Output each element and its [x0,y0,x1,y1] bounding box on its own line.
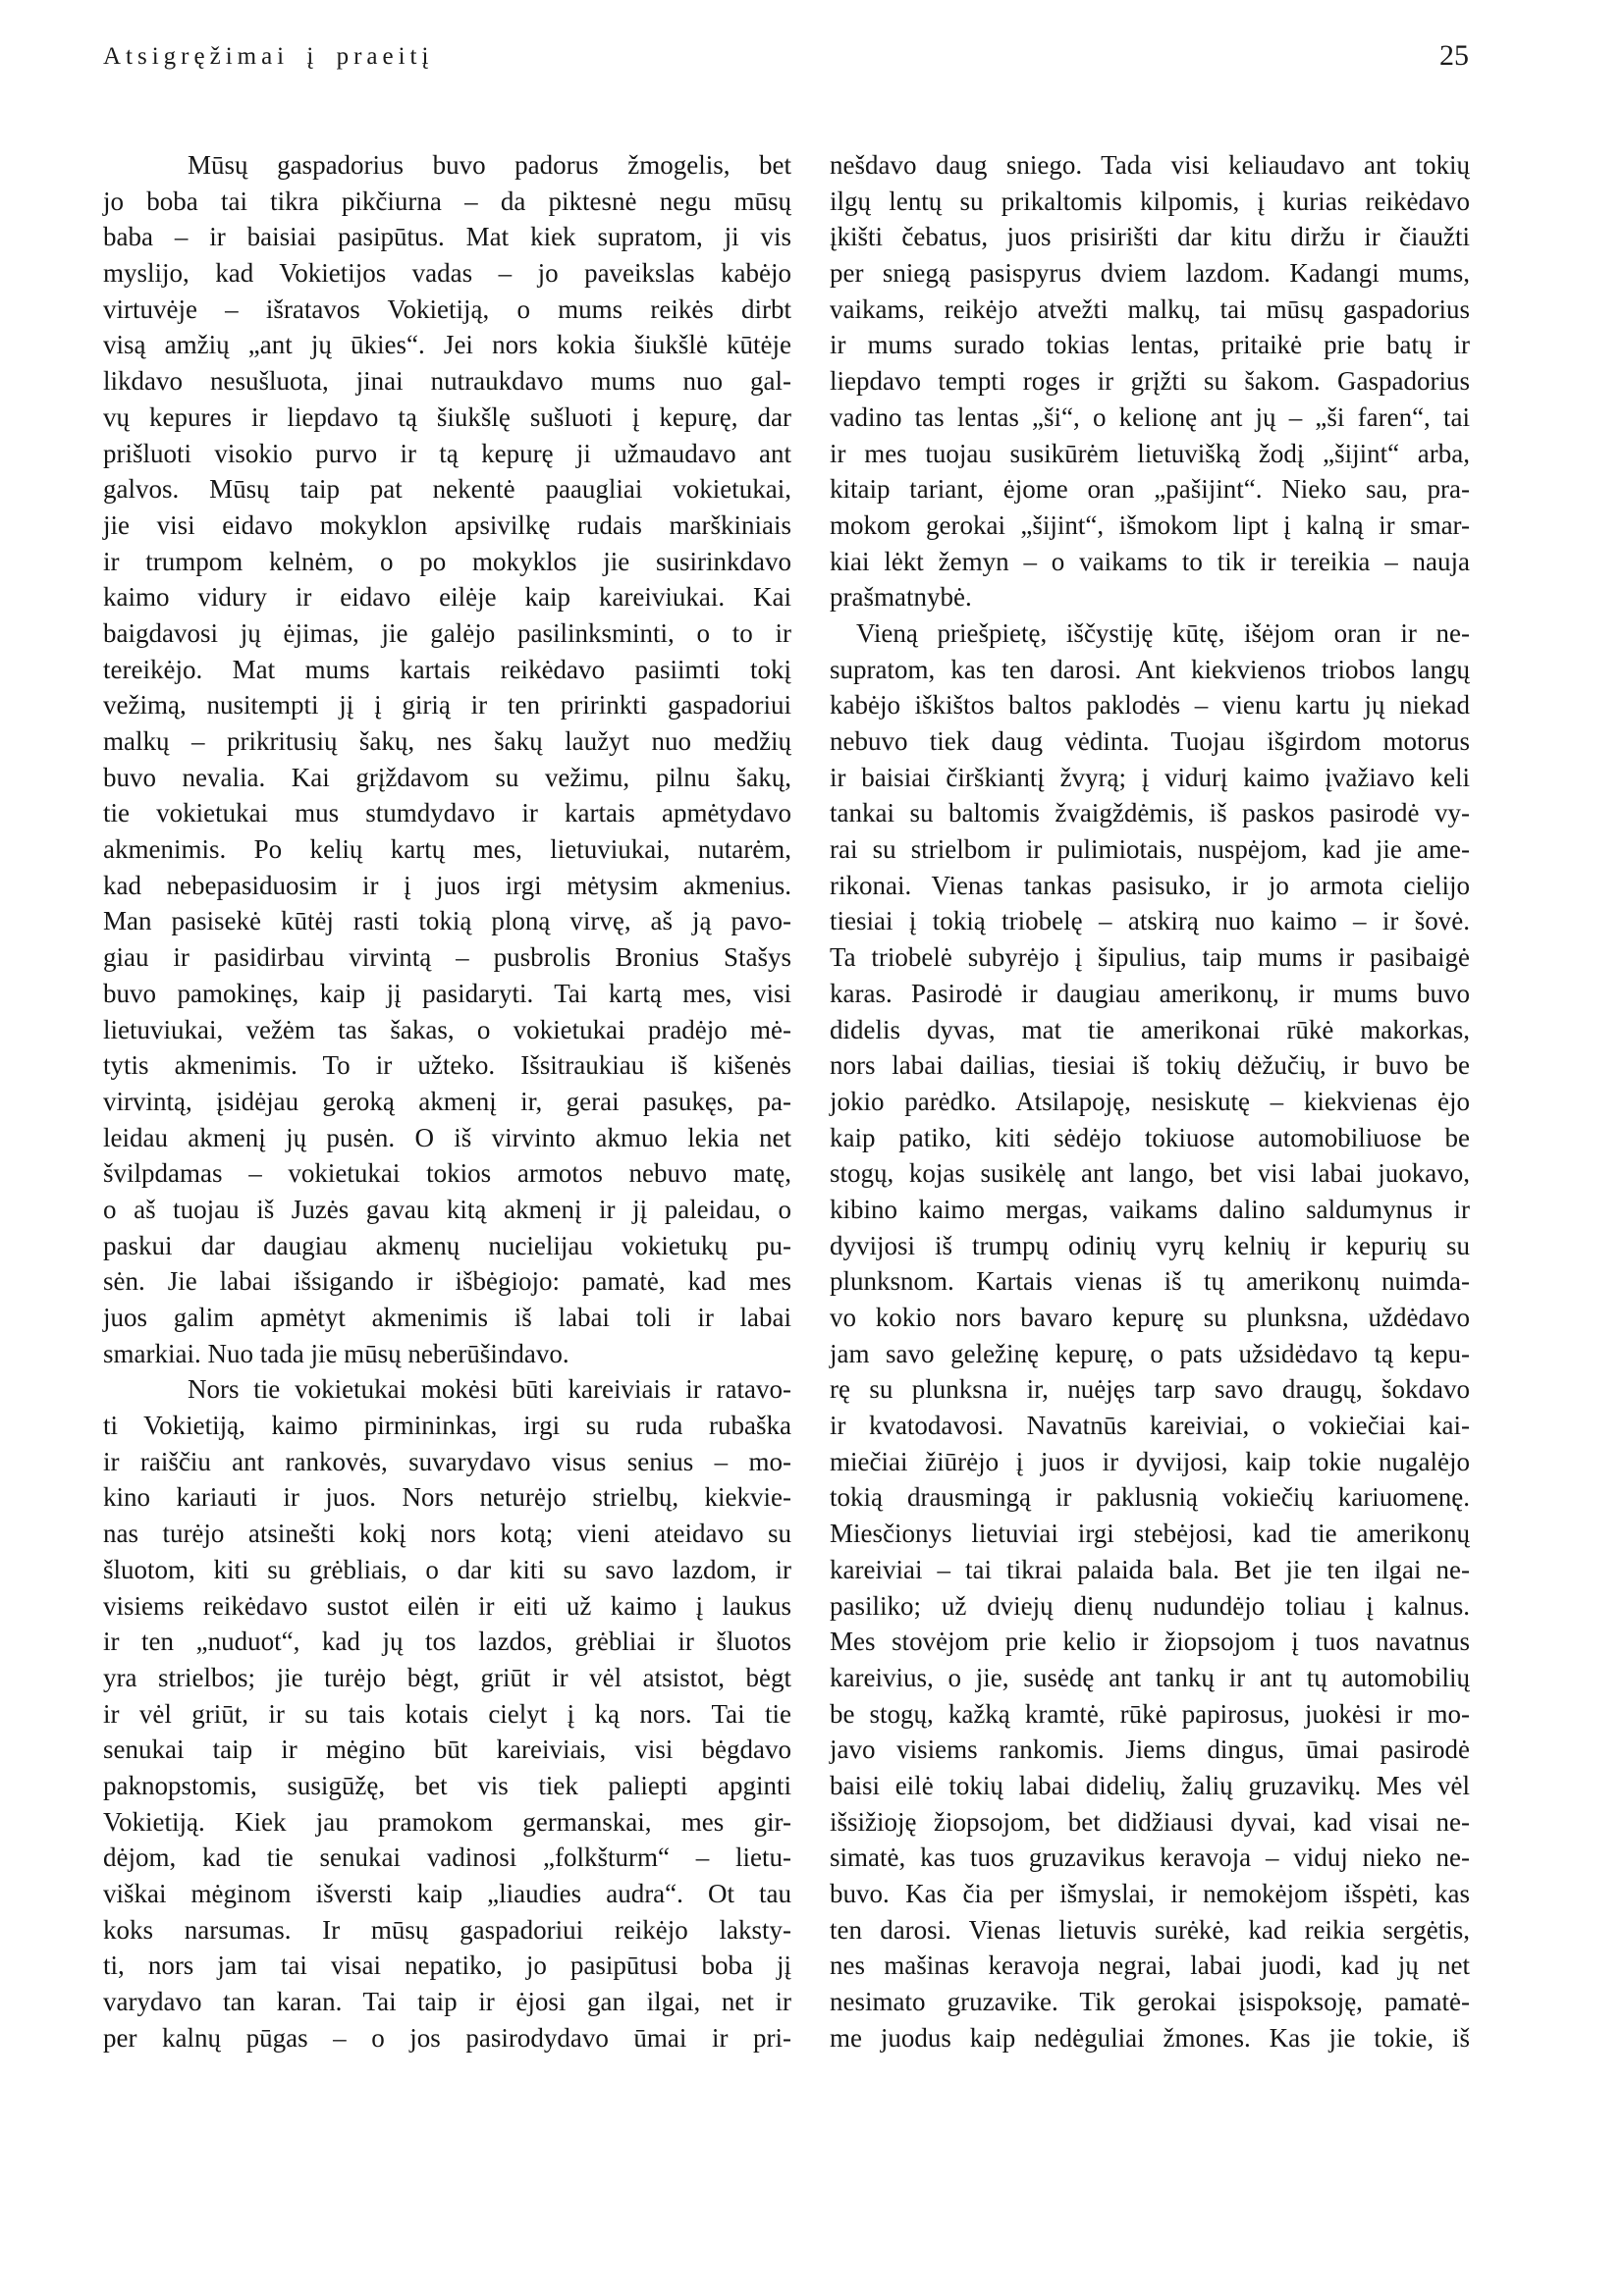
text-line: tokią drausmingą ir paklusnią vokiečių kariuomenę. [830,1482,1470,1513]
text-line: Nors tie vokietukai mokėsi būti kareiviais ir ratavo- [188,1374,791,1405]
text-line: akmenimis. Po kelių kartų mes, lietuviukai, nutarėm, [103,834,791,865]
text-line: Man pasisekė kūtėj rasti tokią ploną virvę, aš ją pavo- [103,906,791,936]
text-line: buvo. Kas čia per išmyslai, ir nemokėjom išspėti, kas [830,1879,1470,1908]
text-line: kareiviai – tai tikrai palaida bala. Bet jie ten ilgai ne- [830,1554,1470,1584]
text-line: giau ir pasidirbau virvintą – pusbrolis Bronius Stašys [103,942,791,973]
text-line: nesimato gruzavike. Tik gerokai įsispoksoję, pamatė- [830,1987,1470,2017]
text-line: miečiai žiūrėjo į juos ir dyvijosi, kaip tokie nugalėjo [830,1446,1470,1476]
text-line: visą amžių „ant jų ūkies“. Jei nors kokia šiukšlė kūtėje [103,330,791,360]
text-line: pasiliko; už dviejų dienų nudundėjo toliau į kalnus. [830,1590,1470,1621]
text-line: jam savo geležinę kepurę, o pats užsidėdavo tą kepu- [830,1338,1470,1368]
text-line: smarkiai. Nuo tada jie mūsų neberūšindavo. [103,1338,569,1368]
text-line: lietuviukai, vežėm tas šakas, o vokietukai pradėjo mė- [103,1014,791,1044]
text-line: plunksnom. Kartais vienas iš tų amerikonų nuimda- [830,1266,1470,1297]
text-line: ti, nors jam tai visai nepatiko, jo pasipūtusi boba jį [103,1950,791,1981]
text-line: stogų, kojas susikėlę ant lango, bet visi labai juokavo, [830,1158,1470,1189]
text-line: Ta triobelė subyrėjo į šipulius, taip mums ir pasibaigė [830,942,1470,973]
text-line: tereikėjo. Mat mums kartais reikėdavo pasiimti tokį [103,654,791,684]
text-column-right [830,147,1470,2056]
text-line: vų kepures ir liepdavo tą šiukšlę sušluoti į kepurę, dar [103,401,791,432]
text-line: Miesčionys lietuviai irgi stebėjosi, kad tie amerikonų [830,1519,1470,1549]
text-line: jie visi eidavo mokyklon apsivilkę rudais marškiniais [103,509,791,540]
text-line: karas. Pasirodė ir daugiau amerikonų, ir mums buvo [830,978,1470,1008]
page-number: 25 [1439,39,1469,72]
text-line: kiai lėkt žemyn – o vaikams to tik ir tereikia – nauja [830,546,1470,576]
text-line: ir mes tuojau susikūrėm lietuvišką žodį „šijint“ arba, [830,438,1470,468]
text-line: jo boba tai tikra pikčiurna – da piktesnė negu mūsų [103,186,791,216]
text-line: senukai taip ir mėgino būt kareiviais, visi bėgdavo [103,1735,791,1765]
text-line: didelis dyvas, mat tie amerikonai rūkė makorkas, [830,1014,1470,1044]
text-line: juos galim apmėtyt akmenimis iš labai toli ir labai [103,1303,791,1332]
text-line: ten darosi. Vienas lietuvis surėkė, kad reikia sergėtis, [830,1914,1470,1945]
text-line: buvo nevalia. Kai grįždavom su vežimu, pilnu šakų, [103,762,791,792]
running-head: Atsigręžimai į praeitį [103,43,434,70]
text-line: visiems reikėdavo sustot eilėn ir eiti už kaimo į laukus [103,1590,791,1621]
text-line: tankai su baltomis žvaigždėmis, iš paskos pasirodė vy- [830,798,1470,828]
text-line: jokio parėdko. Atsilapoję, nesiskutę – kiekvienas ėjo [830,1086,1470,1116]
text-line: nors labai dailias, tiesiai iš tokių dėžučių, ir buvo be [830,1050,1470,1081]
text-line: ir trumpom kelnėm, o po mokyklos jie susirinkdavo [103,546,791,576]
text-line: paknopstomis, susigūžę, bet vis tiek paliepti apginti [103,1770,791,1800]
text-line: kareivius, o jie, susėdę ant tankų ir ant tų automobilių [830,1662,1470,1692]
text-line: Mes stovėjom prie kelio ir žiopsojom į tuos navatnus [830,1627,1470,1657]
text-line: vaikams, reikėjo atvežti malkų, tai mūsų gaspadorius [830,294,1470,324]
text-line: javo visiems rankomis. Jiems dingus, ūmai pasirodė [830,1735,1470,1765]
text-line: rikonai. Vienas tankas pasisuko, ir jo armota cielijo [830,870,1470,900]
text-line: virtuvėje – išratavos Vokietiją, o mums reikės dirbt [103,294,791,324]
text-line: supratom, kas ten darosi. Ant kiekvienos triobos langų [830,654,1470,684]
text-column-left [103,147,791,2056]
text-line: nas turėjo atsinešti kokį nors kotą; vieni ateidavo su [103,1519,791,1549]
text-line: ti Vokietiją, kaimo pirmininkas, irgi su ruda rubaška [103,1411,791,1441]
text-line: švilpdamas – vokietukai tokios armotos nebuvo matę, [103,1158,791,1189]
text-line: paskui dar daugiau akmenų nucielijau vokietukų pu- [103,1230,791,1260]
text-line: kabėjo iškištos baltos paklodės – vienu kartu jų niekad [830,690,1470,721]
text-line: rai su strielbom ir pulimiotais, nuspėjom, kad jie ame- [830,834,1470,865]
text-line: kibino kaimo mergas, vaikams dalino saldumynus ir [830,1194,1470,1224]
text-line: koks narsumas. Ir mūsų gaspadoriui reikėjo laksty- [103,1914,791,1945]
text-line: Mūsų gaspadorius buvo padorus žmogelis, bet [188,150,791,180]
text-line: ir raiščiu ant rankovės, suvarydavo visus senius – mo- [103,1446,791,1476]
text-line: prašmatnybė. [830,582,972,613]
text-line: ir kvatodavosi. Navatnūs kareiviai, o vokiečiai kai- [830,1411,1470,1441]
text-line: o aš tuojau iš Juzės gavau kitą akmenį ir jį paleidau, o [103,1194,791,1224]
text-line: galvos. Mūsų taip pat nekentė paaugliai vokietukai, [103,474,791,505]
text-line: baigdavosi jų ėjimas, jie galėjo pasilinksminti, o to ir [103,617,791,648]
text-line: yra strielbos; jie turėjo bėgt, griūt ir vėl atsistot, bėgt [103,1662,791,1692]
text-line: ir baisiai čirškiantį žvyrą; į vidurį kaimo įvažiavo keli [830,762,1470,792]
text-line: tytis akmenimis. To ir užteko. Išsitraukiau iš kišenės [103,1050,791,1081]
text-line: kino kariauti ir juos. Nors neturėjo strielbų, kiekvie- [103,1482,791,1513]
text-line: kitaip tariant, ėjome oran „pašijint“. Nieko sau, pra- [830,474,1470,505]
text-line: kaip patiko, kiti sėdėjo tokiuose automobiliuose be [830,1122,1470,1152]
text-line: Vieną priešpietę, iščystiję kūtę, išėjom oran ir ne- [856,617,1470,648]
text-line: prišluoti visokio purvo ir tą kepurę ji užmaudavo ant [103,438,791,468]
text-line: myslijo, kad Vokietijos vadas – jo paveikslas kabėjo [103,258,791,289]
text-line: nešdavo daug sniego. Tada visi keliaudavo ant tokių [830,150,1470,180]
text-line: kad nebepasiduosim ir į juos irgi mėtysim akmenius. [103,870,791,900]
text-line: Vokietiją. Kiek jau pramokom germanskai, mes gir- [103,1806,791,1837]
text-line: buvo pamokinęs, kaip jį pasidaryti. Tai kartą mes, visi [103,978,791,1008]
text-line: mokom gerokai „šijint“, išmokom lipt į kalną ir smar- [830,509,1470,540]
text-line: išsižioję žiopsojom, bet didžiausi dyvai, kad visai ne- [830,1806,1470,1837]
text-line: rę su plunksna ir, nuėjęs tarp savo draugų, šokdavo [830,1374,1470,1405]
text-line: ir vėl griūt, ir su tais kotais cielyt į ką nors. Tai tie [103,1698,791,1729]
text-line: dyvijosi iš trumpų odinių vyrų kelnių ir kepurių su [830,1230,1470,1260]
text-line: per kalnų pūgas – o jos pasirodydavo ūmai ir pri- [103,2022,791,2053]
text-line: baba – ir baisiai pasipūtus. Mat kiek supratom, ji vis [103,222,791,252]
text-line: me juodus kaip nedėguliai žmones. Kas jie tokie, iš [830,2022,1470,2053]
text-line: malkų – prikritusių šakų, nes šakų laužyt nuo medžių [103,726,791,756]
text-line: simatė, kas tuos gruzavikus keravoja – viduj nieko ne- [830,1842,1470,1873]
text-line: tie vokietukai mus stumdydavo ir kartais apmėtydavo [103,798,791,828]
text-line: be stogų, kažką kramtė, rūkė papirosus, juokėsi ir mo- [830,1698,1470,1729]
text-line: nes mašinas keravoja negrai, labai juodi, kad jų net [830,1950,1470,1981]
text-line: vo kokio nors bavaro kepurę su plunksna, uždėdavo [830,1303,1470,1332]
text-line: baisi eilė tokių labai didelių, žalių gruzavikų. Mes vėl [830,1770,1470,1800]
text-line: viškai mėginom išversti kaip „liaudies audra“. Ot tau [103,1879,791,1908]
text-line: varydavo tan karan. Tai taip ir ėjosi gan ilgai, net ir [103,1987,791,2017]
text-line: tiesiai į tokią triobelę – atskirą nuo kaimo – ir šovė. [830,906,1470,936]
text-line: vadino tas lentas „ši“, o kelionę ant jų – „ši faren“, tai [830,401,1470,432]
text-line: ilgų lentų su prikaltomis kilpomis, į kurias reikėdavo [830,186,1470,216]
text-line: ir mums surado tokias lentas, pritaikė prie batų ir [830,330,1470,360]
text-line: vežimą, nusitempti jį į girią ir ten pririnkti gaspadoriui [103,690,791,721]
text-line: ir ten „nuduot“, kad jų tos lazdos, grėbliai ir šluotos [103,1627,791,1657]
text-line: liepdavo tempti roges ir grįžti su šakom. Gaspadorius [830,366,1470,397]
text-line: sėn. Jie labai išsigando ir išbėgiojo: pamatė, kad mes [103,1266,791,1297]
text-line: leidau akmenį jų pusėn. O iš virvinto akmuo lekia net [103,1122,791,1152]
text-line: virvintą, įsidėjau geroką akmenį ir, gerai pasukęs, pa- [103,1086,791,1116]
text-line: dėjom, kad tie senukai vadinosi „folkšturm“ – lietu- [103,1842,791,1873]
text-line: įkišti čebatus, juos prisirišti dar kitu diržu ir čiaužti [830,222,1470,252]
text-line: šluotom, kiti su grėbliais, o dar kiti su savo lazdom, ir [103,1554,791,1584]
text-line: nebuvo tiek daug vėdinta. Tuojau išgirdom motorus [830,726,1470,756]
text-line: kaimo vidury ir eidavo eilėje kaip kareiviukai. Kai [103,582,791,613]
text-line: per sniegą pasispyrus dviem lazdom. Kadangi mums, [830,258,1470,289]
text-line: likdavo nesušluota, jinai nutraukdavo mums nuo gal- [103,366,791,397]
